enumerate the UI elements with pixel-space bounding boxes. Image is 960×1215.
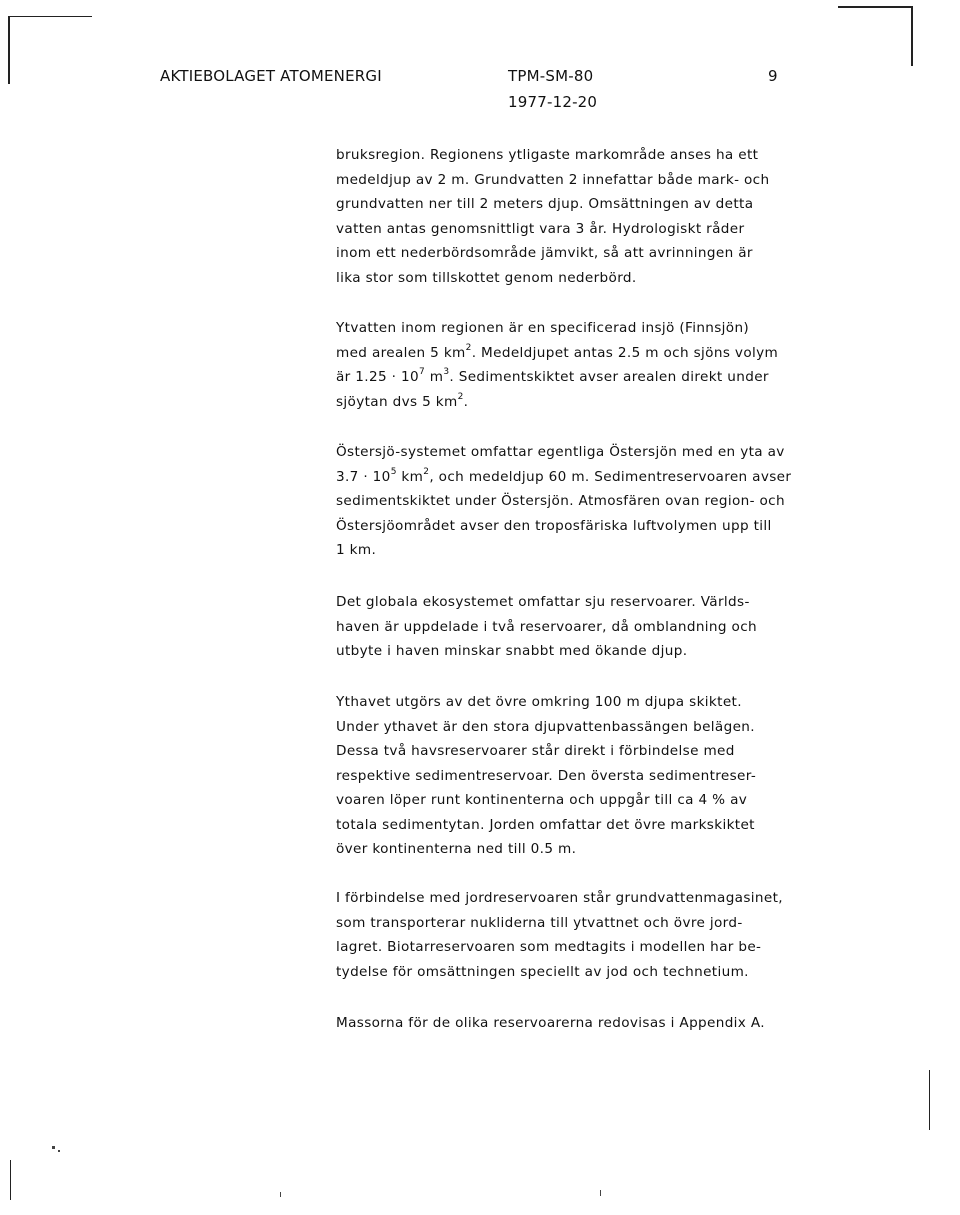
text-line: sjöytan dvs 5 $km^2$. [336, 391, 469, 410]
text-line: sedimentskiktet under Östersjön. Atmosfären ovan region- och [336, 493, 785, 509]
paragraph-global-ecosystem [336, 590, 826, 664]
page-number: 9 [768, 67, 778, 85]
text-line: grundvatten ner till 2 meters djup. Omsättningen av detta [336, 196, 754, 212]
report-date: 1977-12-20 [508, 93, 598, 111]
text-line: med arealen 5 $km^2$. Medeldjupet antas 2.5 m och sjöns volym [336, 342, 779, 361]
text-line: Östersjö-systemet omfattar egentliga Östersjön med en yta av [336, 444, 785, 460]
paragraph-surface-water [336, 316, 826, 414]
paragraph-ocean [336, 690, 826, 862]
frame-left-vertical [8, 16, 10, 84]
text-line: I förbindelse med jordreservoaren står grundvattenmagasinet, [336, 890, 783, 906]
scan-speck [58, 1150, 60, 1152]
frame-left-horizontal [8, 16, 92, 17]
text-line: är $1.25 \cdot 10^7$ $m^3$. Sedimentskiktet avser arealen direkt under [336, 367, 769, 385]
text-line: Ytvatten inom regionen är en specificerad insjö (Finnsjön) [336, 320, 750, 336]
text-line: över kontinenterna ned till 0.5 m. [336, 841, 577, 857]
text-line: Ythavet utgörs av det övre omkring 100 m djupa skiktet. [336, 694, 742, 710]
paragraph-baltic-system [336, 440, 826, 563]
paragraph-groundwater [336, 143, 826, 290]
text-line: Dessa två havsreservoarer står direkt i förbindelse med [336, 743, 735, 759]
frame-bottom-left-mark [10, 1160, 11, 1200]
scan-speck [52, 1146, 55, 1149]
report-id: TPM-SM-80 [508, 67, 594, 85]
text-line: lika stor som tillskottet genom nederbörd. [336, 269, 637, 286]
text-line: inom ett nederbördsområde jämvikt, så att avrinningen är [336, 245, 753, 261]
frame-bottom-right-mark [929, 1070, 930, 1130]
paragraph-soil-reservoir [336, 886, 826, 984]
text-line: Östersjöområdet avser den troposfäriska luftvolymen upp till [336, 517, 772, 534]
text-line: voaren löper runt kontinenterna och uppgår till ca 4 % av [336, 792, 748, 808]
text-line: 1 km. [336, 542, 377, 558]
text-line: bruksregion. Regionens ytligaste markområde anses ha ett [336, 147, 759, 163]
text-line: Massorna för de olika reservoarerna redovisas i Appendix A. [336, 1015, 765, 1031]
text-line: Under ythavet är den stora djupvattenbassängen belägen. [336, 718, 755, 735]
text-line: som transporterar nukliderna till ytvattnet och övre jord- [336, 914, 743, 931]
text-line: tydelse för omsättningen speciellt av jod och technetium. [336, 963, 749, 980]
company-name: AKTIEBOLAGET ATOMENERGI [160, 67, 382, 85]
frame-right-horizontal [838, 6, 912, 8]
text-line: respektive sedimentreservoar. Den översta sedimentreser- [336, 767, 757, 784]
text-line: vatten antas genomsnittligt vara 3 år. Hydrologiskt råder [336, 220, 745, 237]
text-line: $3.7 \cdot 10^5$ $km^2$, och medeldjup 60 m. Sedimentreservoaren avser [336, 466, 792, 485]
scan-speck [600, 1190, 601, 1196]
frame-right-vertical [911, 6, 913, 66]
text-line: haven är uppdelade i två reservoarer, då omblandning och [336, 618, 757, 635]
paragraph-masses [336, 1011, 826, 1036]
scan-speck [280, 1192, 281, 1197]
text-line: medeldjup av 2 m. Grundvatten 2 innefattar både mark- och [336, 171, 770, 188]
text-line: lagret. Biotarreservoaren som medtagits i modellen har be- [336, 939, 762, 955]
text-line: Det globala ekosystemet omfattar sju reservoarer. Världs- [336, 594, 750, 610]
text-line: utbyte i haven minskar snabbt med ökande djup. [336, 643, 688, 659]
text-line: totala sedimentytan. Jorden omfattar det övre markskiktet [336, 816, 755, 833]
